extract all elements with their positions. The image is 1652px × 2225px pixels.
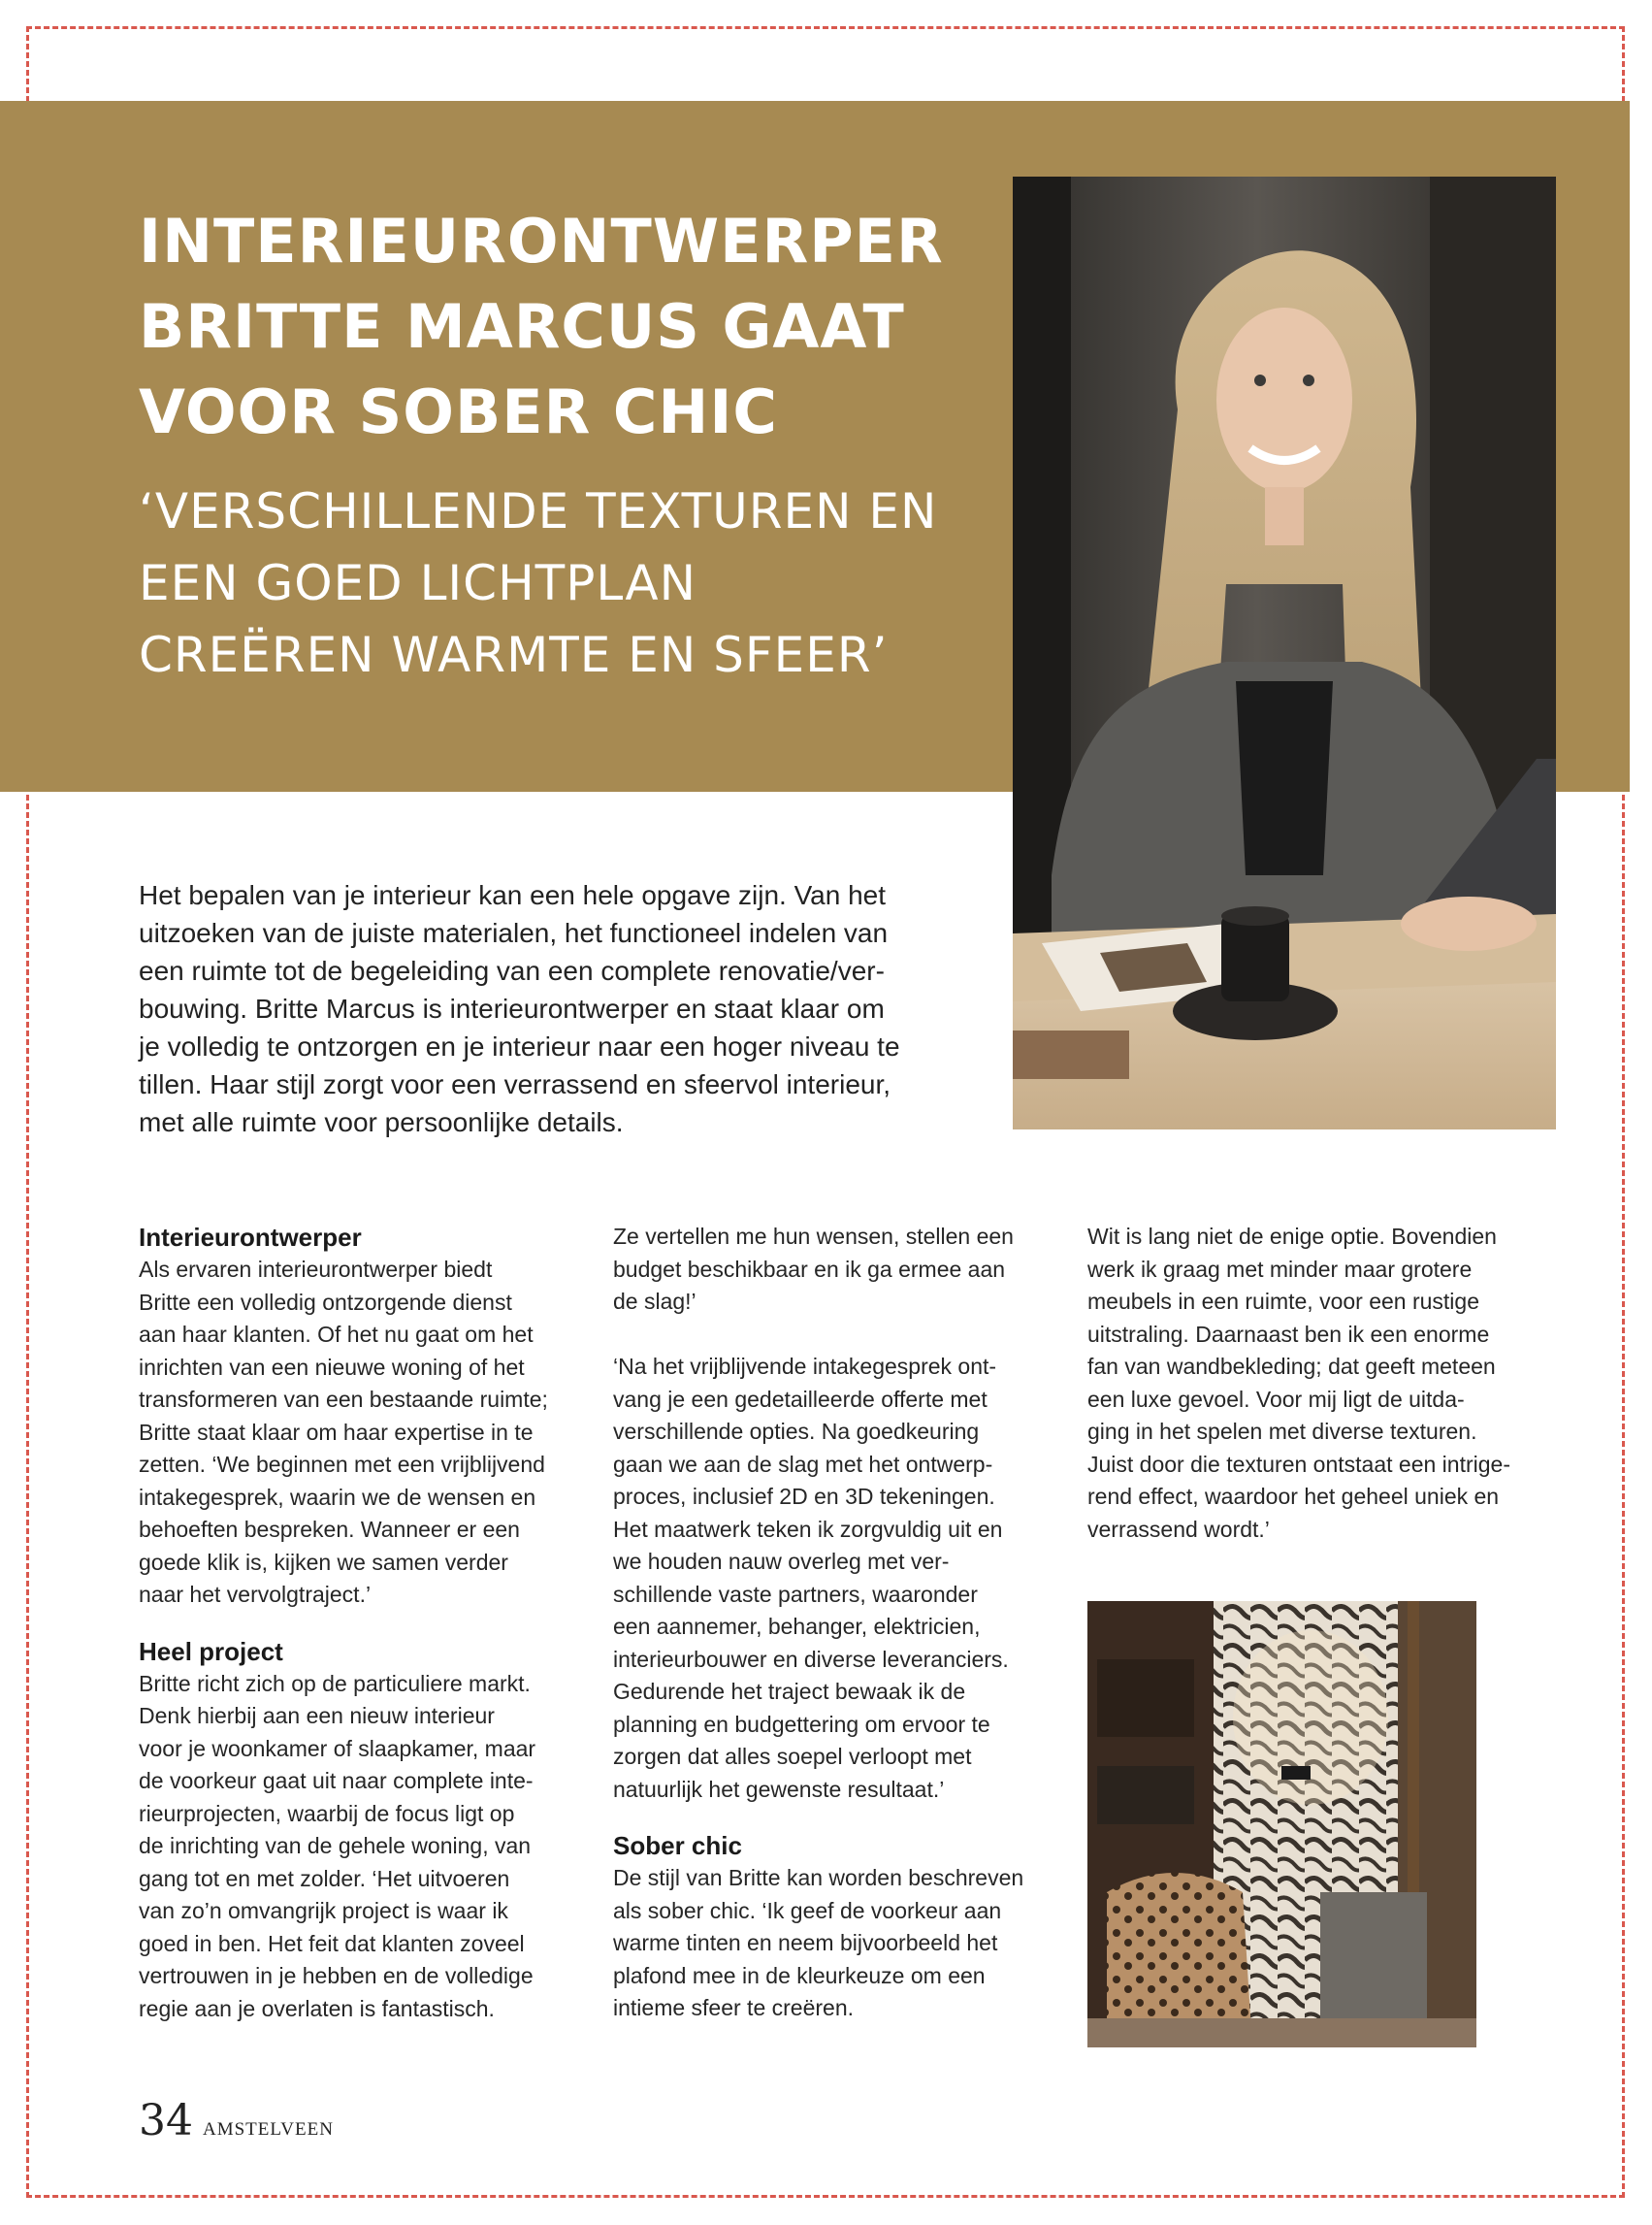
- body-paragraph: [613, 1351, 1045, 1806]
- title-line: BRITTE MARCUS GAAT: [139, 291, 905, 362]
- subtitle-line: CREËREN WARMTE EN SFEER’: [139, 627, 889, 683]
- magazine-logo: AMSTELVEEN: [203, 2119, 334, 2140]
- body-line: aan haar klanten. Of het nu gaat om het: [139, 1322, 534, 1347]
- body-line: fan van wandbekleding; dat geeft meteen: [1087, 1354, 1496, 1379]
- body-line: vertrouwen in je hebben en de volledige: [139, 1963, 534, 1988]
- body-line: budget beschikbaar en ik ga ermee aan: [613, 1256, 1006, 1282]
- body-paragraph: [613, 1862, 1045, 2025]
- body-line: behoeften bespreken. Wanneer er een: [139, 1517, 520, 1542]
- body-line: als sober chic. ‘Ik geef de voorkeur aan: [613, 1897, 1002, 1923]
- body-line: de slag!’: [613, 1289, 696, 1314]
- section-heading: Heel project: [139, 1636, 283, 1666]
- body-line: de inrichting van de gehele woning, van: [139, 1833, 532, 1858]
- body-paragraph: [139, 1668, 570, 2026]
- portrait-photo: [1013, 177, 1556, 1129]
- body-line: gang tot en met zolder. ‘Het uitvoeren: [139, 1865, 510, 1891]
- intro-line: bouwing. Britte Marcus is interieurontwerper en staat klaar om: [139, 994, 885, 1024]
- body-line: plafond mee in de kleurkeuze om een: [613, 1962, 986, 1988]
- intro-paragraph: [139, 876, 934, 1141]
- section-heading: Interieurontwerper: [139, 1223, 362, 1252]
- body-line: interieurbouwer en diverse leveranciers.: [613, 1646, 1009, 1672]
- article-subtitle-quote: [139, 475, 992, 691]
- body-line: we houden nauw overleg met ver-: [613, 1549, 950, 1574]
- page-footer: [139, 2096, 334, 2145]
- body-line: voor je woonkamer of slaapkamer, maar: [139, 1735, 536, 1761]
- intro-line: uitzoeken van de juiste materialen, het functioneel indelen van: [139, 918, 889, 948]
- body-line: natuurlijk het gewenste resultaat.’: [613, 1776, 945, 1802]
- body-line: uitstraling. Daarnaast ben ik een enorme: [1087, 1321, 1490, 1347]
- intro-line: Het bepalen van je interieur kan een hele opgave zijn. Van het: [139, 880, 887, 910]
- body-line: een luxe gevoel. Voor mij ligt de uitda-: [1087, 1386, 1465, 1412]
- body-line: intakegesprek, waarin we de wensen en: [139, 1484, 536, 1510]
- body-line: proces, inclusief 2D en 3D tekeningen.: [613, 1484, 995, 1509]
- body-line: zorgen dat alles soepel verloopt met: [613, 1744, 972, 1769]
- body-line: regie aan je overlaten is fantastisch.: [139, 1995, 495, 2021]
- body-line: Britte richt zich op de particuliere markt.: [139, 1670, 531, 1696]
- body-line: inrichten van een nieuwe woning of het: [139, 1354, 525, 1380]
- body-line: rieurprojecten, waarbij de focus ligt op: [139, 1800, 515, 1826]
- body-line: Gedurende het traject bewaak ik de: [613, 1679, 966, 1704]
- body-line: Britte een volledig ontzorgende dienst: [139, 1289, 512, 1315]
- body-line: Britte staat klaar om haar expertise in te: [139, 1419, 534, 1445]
- body-line: ging in het spelen met diverse texturen.: [1087, 1419, 1477, 1444]
- body-line: een aannemer, behanger, elektricien,: [613, 1614, 981, 1639]
- body-line: ‘Na het vrijblijvende intakegesprek ont-: [613, 1354, 997, 1379]
- body-paragraph: [613, 1221, 1045, 1319]
- body-line: goed in ben. Het feit dat klanten zoveel: [139, 1930, 525, 1956]
- body-line: Wit is lang niet de enige optie. Bovendien: [1087, 1224, 1497, 1249]
- section-heading: Sober chic: [613, 1831, 742, 1860]
- intro-line: tillen. Haar stijl zorgt voor een verrassend en sfeervol interieur,: [139, 1069, 891, 1099]
- article-title: [139, 199, 973, 455]
- body-paragraph: [1087, 1221, 1519, 1546]
- text-column-2: [613, 1221, 1045, 2025]
- body-line: vang je een gedetailleerde offerte met: [613, 1386, 988, 1412]
- body-line: De stijl van Britte kan worden beschreven: [613, 1865, 1024, 1890]
- body-line: de voorkeur gaat uit naar complete inte-: [139, 1768, 534, 1793]
- subtitle-line: ‘VERSCHILLENDE TEXTUREN EN: [139, 483, 938, 540]
- body-line: Als ervaren interieurontwerper biedt: [139, 1257, 493, 1282]
- body-line: Ze vertellen me hun wensen, stellen een: [613, 1224, 1014, 1249]
- page-number: 34: [139, 2096, 193, 2145]
- body-line: warme tinten en neem bijvoorbeeld het: [613, 1930, 998, 1955]
- body-line: Het maatwerk teken ik zorgvuldig uit en: [613, 1516, 1003, 1542]
- title-line: VOOR SOBER CHIC: [139, 376, 778, 447]
- body-line: schillende vaste partners, waaronder: [613, 1581, 978, 1607]
- body-line: transformeren van een bestaande ruimte;: [139, 1387, 548, 1412]
- intro-line: je volledig te ontzorgen en je interieur naar een hoger niveau te: [139, 1031, 900, 1062]
- body-line: gaan we aan de slag met het ontwerp-: [613, 1451, 993, 1477]
- body-line: verrassend wordt.’: [1087, 1516, 1270, 1542]
- interior-photo: [1087, 1601, 1476, 2047]
- text-column-3: [1087, 1221, 1519, 1546]
- body-line: naar het vervolgtraject.’: [139, 1582, 372, 1607]
- body-line: Denk hierbij aan een nieuw interieur: [139, 1703, 495, 1728]
- text-column-1: [139, 1221, 570, 2025]
- body-line: verschillende opties. Na goedkeuring: [613, 1419, 980, 1444]
- body-line: van zo’n omvangrijk project is waar ik: [139, 1898, 508, 1923]
- body-line: meubels in een ruimte, voor een rustige: [1087, 1289, 1479, 1314]
- subtitle-line: EEN GOED LICHTPLAN: [139, 555, 696, 611]
- body-line: Juist door die texturen ontstaat een intrige-: [1087, 1451, 1510, 1477]
- title-line: INTERIEURONTWERPER: [139, 206, 944, 277]
- intro-line: een ruimte tot de begeleiding van een complete renovatie/ver-: [139, 956, 885, 986]
- body-line: intieme sfeer te creëren.: [613, 1995, 855, 2020]
- body-paragraph: [139, 1254, 570, 1612]
- body-line: zetten. ‘We beginnen met een vrijblijvend: [139, 1452, 545, 1477]
- intro-line: met alle ruimte voor persoonlijke details.: [139, 1107, 624, 1137]
- body-line: goede klik is, kijken we samen verder: [139, 1549, 508, 1575]
- body-line: werk ik graag met minder maar grotere: [1087, 1256, 1473, 1282]
- body-line: rend effect, waardoor het geheel uniek en: [1087, 1484, 1500, 1509]
- body-line: planning en budgettering om ervoor te: [613, 1711, 990, 1737]
